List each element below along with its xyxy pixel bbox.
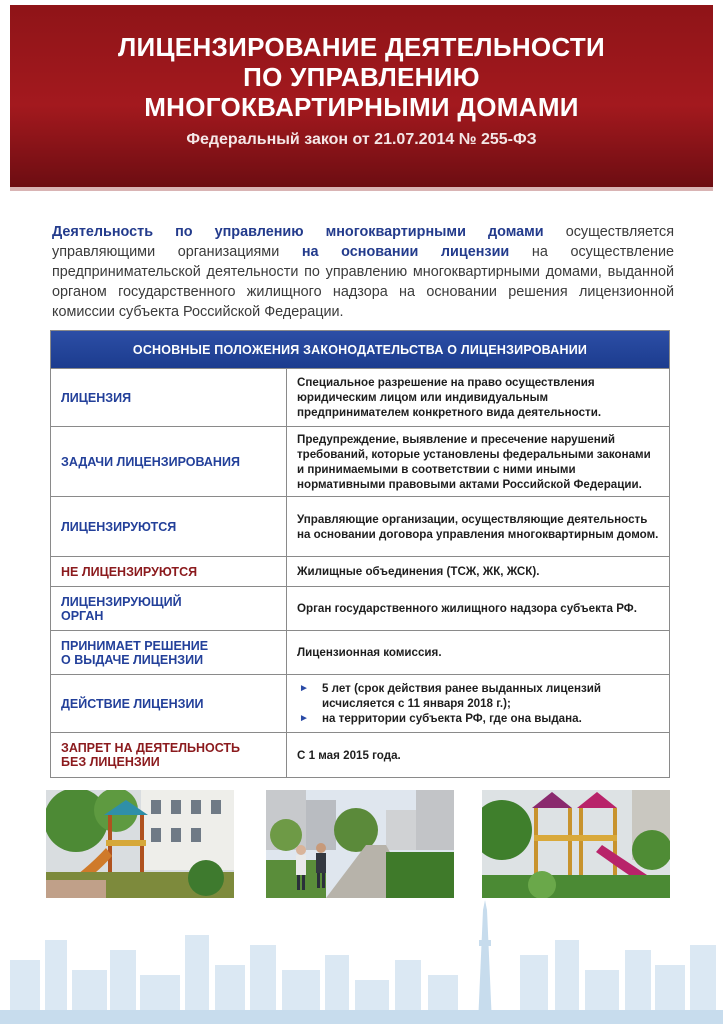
page-title <box>10 32 713 122</box>
walkway-photo <box>266 790 454 898</box>
table-header: ОСНОВНЫЕ ПОЛОЖЕНИЯ ЗАКОНОДАТЕЛЬСТВА О ЛИЦЕНЗИРОВАНИИ <box>51 331 669 368</box>
row-term: ДЕЙСТВИЕ ЛИЦЕНЗИИ <box>51 675 287 732</box>
row-definition: Специальное разрешение на право осуществления юридическим лицом или индивидуальным предпринимателем конкретного вида деятельности. <box>297 376 602 419</box>
table-row <box>51 426 669 496</box>
table-row <box>51 556 669 586</box>
city-skyline-decoration <box>0 900 723 1024</box>
row-definition <box>287 675 669 732</box>
intro-paragraph <box>52 222 674 322</box>
table-row <box>51 732 669 777</box>
row-term: ЛИЦЕНЗИЯ <box>51 369 287 426</box>
row-term: ЛИЦЕНЗИРУЮТСЯ <box>51 497 287 556</box>
row-term: ЗАДАЧИ ЛИЦЕНЗИРОВАНИЯ <box>51 427 287 496</box>
intro-highlight-1: Деятельность по управлению многоквартирными домами <box>52 224 544 240</box>
intro-text-1: осуществляется управляющими организациями <box>52 224 675 260</box>
intro-highlight-2: на основании лицензии <box>301 244 510 260</box>
bullet-text: 5 лет (срок действия ранее выданных лицензий исчисляется с 11 января 2018 г.); <box>322 682 602 710</box>
row-term: НЕ ЛИЦЕНЗИРУЮТСЯ <box>51 557 287 586</box>
table-row <box>51 586 669 630</box>
row-term: ЛИЦЕНЗИРУЮЩИЙ ОРГАН <box>51 587 287 630</box>
row-term: ЗАПРЕТ НА ДЕЯТЕЛЬНОСТЬ БЕЗ ЛИЦЕНЗИИ <box>51 733 287 777</box>
law-reference: Федеральный закон от 21.07.2014 № 255-ФЗ <box>186 131 537 148</box>
intro-text-2: на осуществление предпринимательской деятельности по управлению многоквартирными домами, выданной органом государственного жилищного надзора на основании решения лицензионной комиссии субъекта Российской Федерации. <box>52 244 675 320</box>
row-definition: Управляющие организации, осуществляющие деятельность на основании договора управления многоквартирным домом. <box>297 512 659 541</box>
bullet-text: на территории субъекта РФ, где она выдана. <box>322 712 582 725</box>
row-term: ПРИНИМАЕТ РЕШЕНИЕ О ВЫДАЧЕ ЛИЦЕНЗИИ <box>51 631 287 674</box>
table-row <box>51 630 669 674</box>
arrow-bullet-icon: ► <box>299 683 309 694</box>
row-definition: Предупреждение, выявление и пресечение нарушений требований, которые установлены федеральными законами и принимаемыми в соответствии с ними иными нормативными правовыми актами Российской Федерации. <box>297 432 651 491</box>
title-line-1: ЛИЦЕНЗИРОВАНИЕ ДЕЯТЕЛЬНОСТИ <box>117 32 606 62</box>
title-line-3: МНОГОКВАРТИРНЫМИ ДОМАМИ <box>144 92 579 122</box>
playground-slide-photo <box>482 790 670 898</box>
title-line-2: ПО УПРАВЛЕНИЮ <box>243 62 480 92</box>
arrow-bullet-icon: ► <box>299 713 309 724</box>
table-row <box>51 368 669 426</box>
table-row <box>51 496 669 556</box>
row-definition: Жилищные объединения (ТСЖ, ЖК, ЖСК). <box>297 565 540 578</box>
header-banner <box>10 5 713 191</box>
playground-photo <box>46 790 234 898</box>
row-definition: Лицензионная комиссия. <box>297 646 442 659</box>
license-validity-list <box>297 681 659 726</box>
licensing-table <box>50 330 670 778</box>
row-definition: С 1 мая 2015 года. <box>297 748 401 762</box>
list-item <box>297 681 659 711</box>
row-definition: Орган государственного жилищного надзора субъекта РФ. <box>297 602 637 615</box>
list-item <box>297 711 659 726</box>
table-row <box>51 674 669 732</box>
